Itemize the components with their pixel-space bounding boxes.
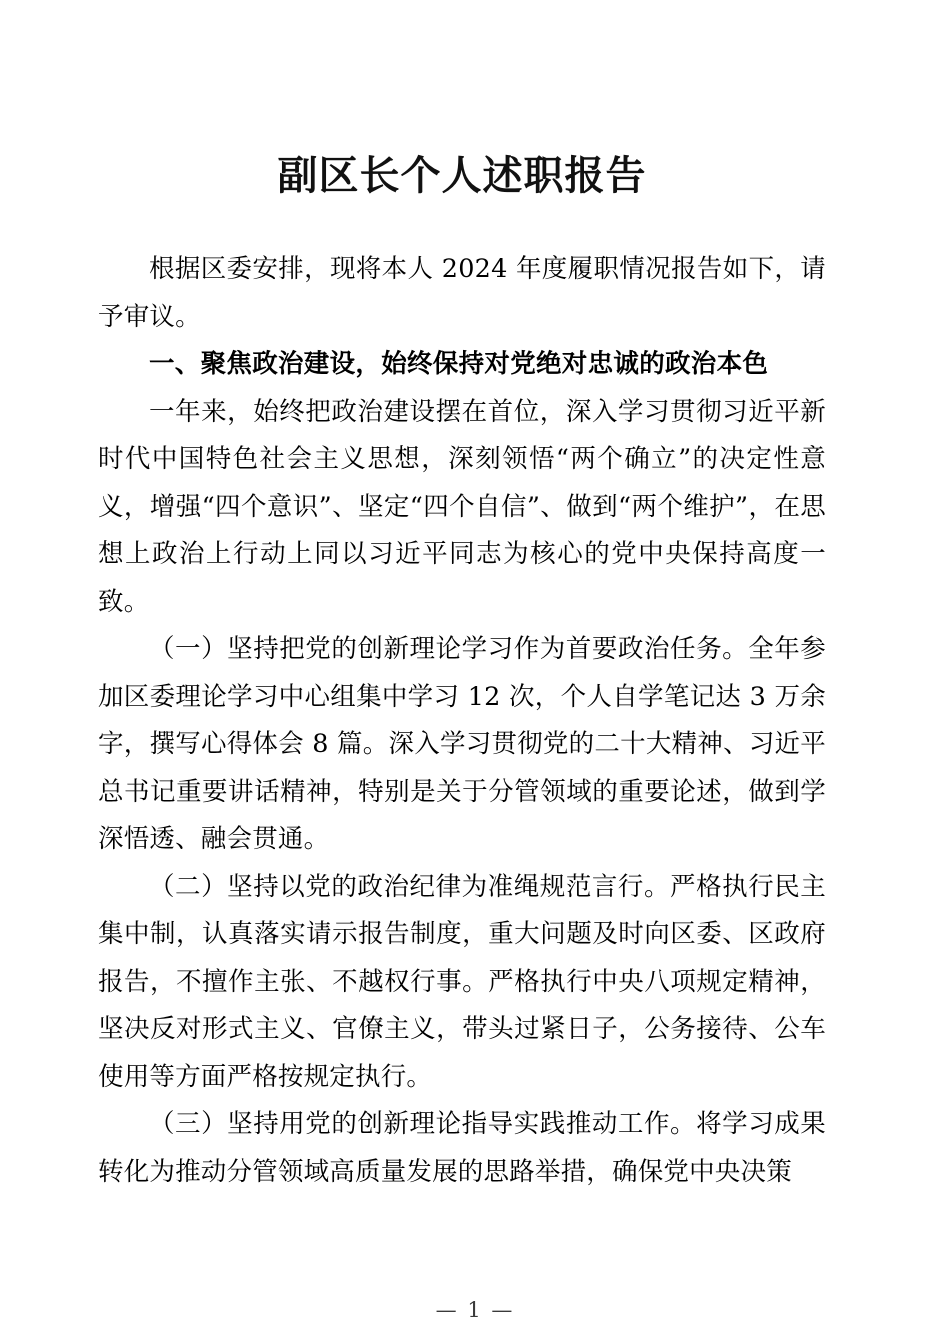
section-1-lead-paragraph: 一年来，始终把政治建设摆在首位，深入学习贯彻习近平新时代中国特色社会主义思想，深刻领悟“两个确立”的决定性意义，增强“四个意识”、坚定“四个自信”、做到“两个维护”，在思想上政治上行动上同以习近平同志为核心的党中央保持高度一致。 (98, 396, 826, 617)
page-number-footer: — 1 — (435, 1298, 515, 1322)
document-body (98, 200, 826, 1196)
section-heading-1: 一、聚焦政治建设，始终保持对党绝对忠诚的政治本色 (149, 349, 769, 379)
subsection-paragraph-1: （一）坚持把党的创新理论学习作为首要政治任务。全年参加区委理论学习中心组集中学习 12 次，个人自学笔记达 3 万余字，撰写心得体会 8 篇。深入学习贯彻党的二十大精神、习近平总书记重要讲话精神，特别是关于分管领域的重要论述，做到学深悟透、融会贯通。 (98, 634, 826, 854)
subsection-paragraph-2: （二）坚持以党的政治纪律为准绳规范言行。严格执行民主集中制，认真落实请示报告制度，重大问题及时向区委、区政府报告，不擅作主张、不越权行事。严格执行中央八项规定精神，坚决反对形式主义、官僚主义，带头过紧日子，公务接待、公车使用等方面严格按规定执行。 (98, 871, 826, 1092)
page-content-area (98, 0, 826, 1344)
intro-paragraph: 根据区委安排，现将本人 2024 年度履职情况报告如下，请予审议。 (98, 254, 826, 332)
subsection-paragraph-3: （三）坚持用党的创新理论指导实践推动工作。将学习成果转化为推动分管领域高质量发展的思路举措，确保党中央决策 (98, 1109, 826, 1187)
document-title: 副区长个人述职报告 (277, 153, 647, 199)
